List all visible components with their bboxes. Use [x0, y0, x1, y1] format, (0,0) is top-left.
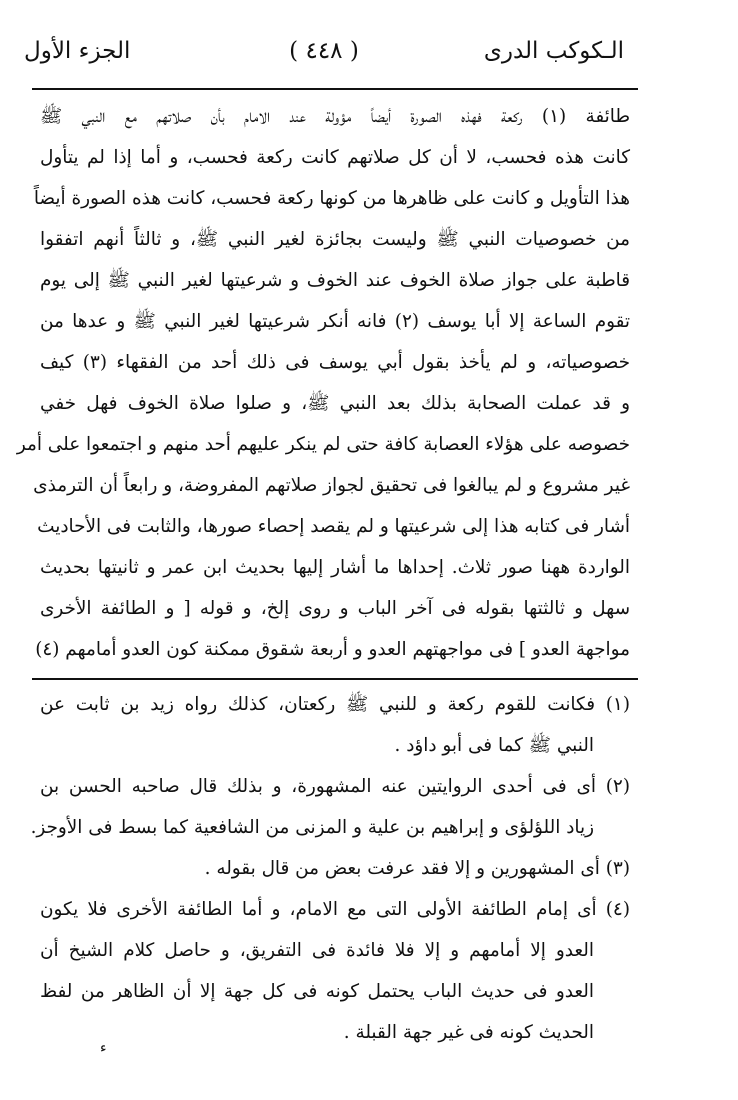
text-line: غير مشروع و لم يبالغوا فى تحقيق لجواز صلاتهم المفروضة، و رابعاً أن الترمذى [33, 475, 630, 496]
text-line: مواجهة العدو ] فى مواجهتهم العدو و أربعة شقوق ممكنة كون العدو أمامهم (٤) [35, 639, 630, 660]
text-line: و قد عملت الصحابة بذلك بعد النبي ﷺ، و صلوا صلاة الخوف فهل خفي [40, 393, 630, 414]
footnote-line: العدو إلا أمامهم و إلا فلا فائدة فى التفريق، و حاصل كلام الشيخ أن [40, 940, 594, 961]
volume-label: الجزء الأول [24, 38, 131, 64]
page-header [24, 30, 624, 74]
footnote-2 [30, 766, 630, 848]
footnote-line: النبي ﷺ كما فى أبو داؤد . [394, 735, 594, 756]
text-line: خصوصه على هؤلاء العصابة كافة حتى لم ينكر عليهم أحد منهم و اجتمعوا على أمر [16, 434, 630, 455]
text-line: طائفة (١) ركعة فهذه الصورة أيضاً مؤولة عند الامام بأن صلاتهم مع النبي ﷺ [40, 106, 630, 127]
footnote-1 [40, 684, 630, 766]
text-line: الواردة ههنا صور ثلاث. إحداها ما أشار إليها بحديث ابن عمر و ثانيتها بحديث [40, 557, 630, 578]
footnote-3 [40, 848, 630, 889]
footnote-line: (٤) أى إمام الطائفة الأولى التى مع الامام، و أما الطائفة الأخرى فلا يكون [40, 899, 630, 920]
footnote-line: (٢) أى فى أحدى الروايتين عنه المشهورة، و بذلك قال صاحبه الحسن بن [40, 776, 630, 797]
text-line: سهل و ثالثتها بقوله فى آخر الباب و روى إلخ، و قوله [ و الطائفة الأخرى [40, 598, 630, 619]
footnote-line: العدو فى حديث الباب يحتمل كونه فى كل جهة إلا أن الظاهر من لفظ [40, 981, 594, 1002]
text-line: تقوم الساعة إلا أبا يوسف (٢) فانه أنكر شرعيتها لغير النبي ﷺ و عدها من [40, 311, 631, 332]
footnote-line: الحديث كونه فى غير جهة القبلة . [343, 1022, 594, 1043]
page-number: ( ٤٤٨ ) [289, 38, 359, 64]
text-line: خصوصياته، و لم يأخذ بقول أبي يوسف فى ذلك أحد من الفقهاء (٣) كيف [40, 352, 630, 373]
text-line: من خصوصيات النبي ﷺ وليست بجائزة لغير النبي ﷺ، و ثالثاً أنهم اتفقوا [40, 229, 630, 250]
main-text [16, 96, 631, 670]
text-line: قاطبة على جواز صلاة الخوف عند الخوف و شرعيتها لغير النبي ﷺ إلى يوم [40, 270, 630, 291]
footnote-line: (٣) أى المشهورين و إلا فقد عرفت بعض من قال بقوله . [204, 858, 630, 879]
footnote-4 [40, 889, 630, 1053]
footnote-line: (١) فكانت للقوم ركعة و للنبي ﷺ ركعتان، كذلك رواه زيد بن ثابت عن [40, 694, 630, 715]
stray-mark: ء [100, 1040, 107, 1056]
header-divider [32, 88, 638, 90]
book-title: الـكوكب الدرى [483, 38, 624, 64]
text-line: أشار فى كتابه هذا إلى شرعيتها و لم يقصد إحصاء صورها، والثابت فى الأحاديث [37, 516, 630, 537]
text-line: هذا التأويل و كانت على ظاهرها من كونها ركعة فحسب، كانت هذه الصورة أيضاً [33, 188, 630, 209]
text-line: كانت هذه فحسب، لا أن كل صلاتهم كانت ركعة فحسب، و أما إذا لم يتأول [40, 147, 630, 168]
footnote-divider [32, 678, 638, 680]
footnote-line: زياد اللؤلؤى و إبراهيم بن علية و المزنى من الشافعية كما بسط فى الأوجز. [30, 817, 594, 838]
footnotes [30, 684, 630, 1053]
